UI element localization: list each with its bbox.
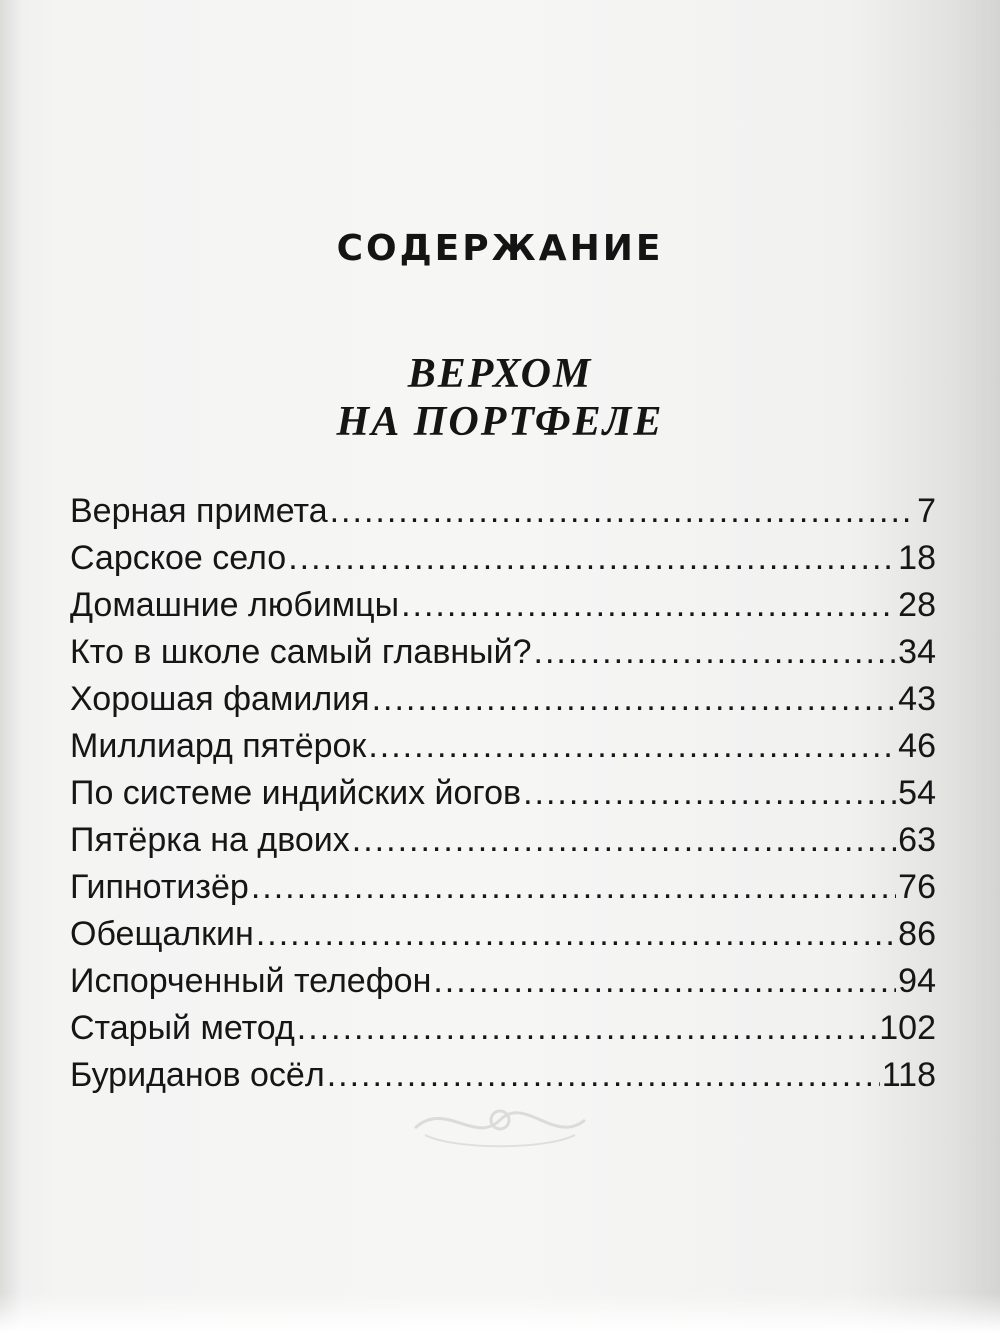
toc-entry-title: Пятёрка на двоих — [70, 821, 350, 859]
toc-entry — [70, 492, 936, 539]
toc-entry — [70, 962, 936, 1009]
toc-leader-dots — [372, 680, 897, 719]
toc-entry-title: Хорошая фамилия — [70, 680, 370, 718]
toc-leader-dots — [401, 586, 896, 625]
toc-entry — [70, 727, 936, 774]
toc-leader-dots — [256, 915, 896, 954]
toc-entry-page-number: 18 — [898, 539, 936, 577]
toc-entry — [70, 680, 936, 727]
section-title-line-1: ВЕРХОМ — [407, 351, 593, 397]
toc-entry-page-number: 118 — [881, 1056, 936, 1094]
toc-leader-dots — [352, 821, 896, 860]
toc-entry-page-number: 102 — [879, 1009, 936, 1047]
toc-entry — [70, 633, 936, 680]
toc-entry — [70, 1009, 936, 1056]
toc-leader-dots — [251, 868, 896, 907]
toc-entry-title: Сарское село — [70, 539, 287, 577]
toc-leader-dots — [330, 492, 915, 531]
toc-leader-dots — [368, 727, 896, 766]
toc-entry-page-number: 94 — [898, 962, 936, 1000]
toc-entry-title: Обещалкин — [70, 915, 254, 953]
toc-entry-page-number: 7 — [917, 492, 936, 530]
toc-entry — [70, 774, 936, 821]
toc-entry-title: Домашние любимцы — [70, 586, 400, 624]
toc-entry — [70, 868, 936, 915]
toc-entry-page-number: 76 — [898, 868, 936, 906]
toc-leader-dots — [534, 633, 897, 672]
toc-entry-title: Верная примета — [70, 492, 328, 530]
toc-entry-title: Старый метод — [70, 1009, 295, 1047]
section-title-line-2: НА ПОРТФЕЛЕ — [336, 399, 664, 445]
page-title: содержание — [336, 212, 664, 273]
toc-entry-title: Испорченный телефон — [70, 962, 432, 1000]
toc-entry — [70, 539, 936, 586]
toc-entry-page-number: 43 — [898, 680, 936, 718]
toc-leader-dots — [523, 774, 896, 813]
page-edge-shadow — [0, 0, 22, 1333]
toc-entry-title: По системе индийских йогов — [70, 774, 522, 812]
toc-entry-page-number: 63 — [898, 821, 936, 859]
toc-entry-page-number: 54 — [898, 774, 936, 812]
toc-entry-title: Миллиард пятёрок — [70, 727, 367, 765]
toc-entry-page-number: 28 — [898, 586, 936, 624]
table-of-contents — [70, 492, 936, 1103]
toc-entry-title: Гипнотизёр — [70, 868, 249, 906]
toc-entry — [70, 586, 936, 633]
toc-entry-page-number: 86 — [898, 915, 936, 953]
toc-entry — [70, 915, 936, 962]
toc-leader-dots — [288, 539, 896, 578]
toc-entry — [70, 1056, 936, 1103]
toc-leader-dots — [327, 1056, 880, 1095]
toc-leader-dots — [433, 962, 896, 1001]
toc-entry-page-number: 34 — [898, 633, 936, 671]
toc-entry-title: Буриданов осёл — [70, 1056, 325, 1094]
page-bottom-shade — [0, 1293, 1000, 1333]
toc-leader-dots — [297, 1009, 877, 1048]
toc-entry-page-number: 46 — [898, 727, 936, 765]
toc-entry-title: Кто в школе самый главный? — [70, 633, 532, 671]
toc-entry — [70, 821, 936, 868]
